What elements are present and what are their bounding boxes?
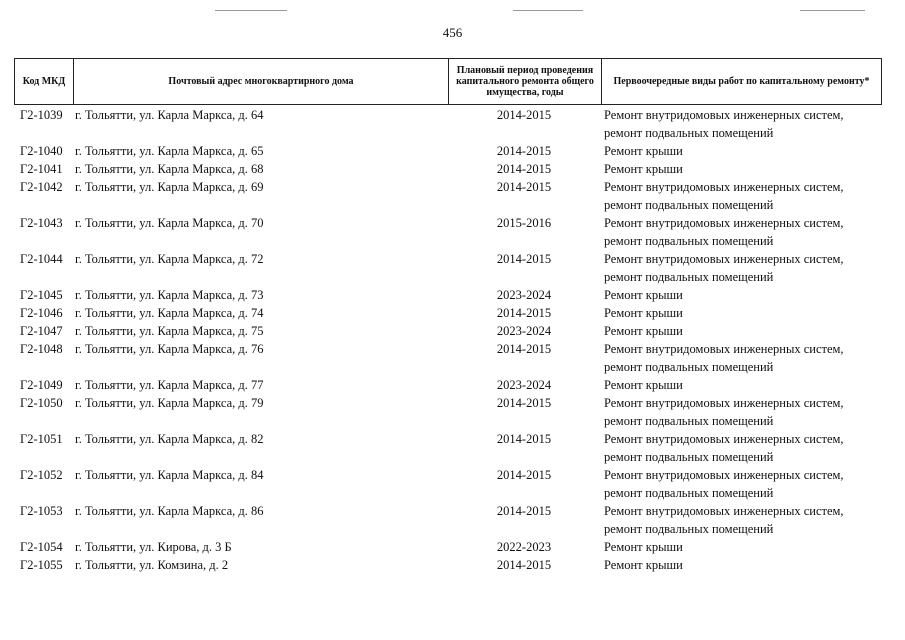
row-period: 2014-2015 xyxy=(496,558,552,572)
row-period: 2014-2015 xyxy=(496,162,552,176)
table-row xyxy=(0,394,905,430)
row-code: Г2-1051 xyxy=(20,432,63,446)
row-works-line: Ремонт внутридомовых инженерных систем, xyxy=(604,504,844,518)
row-address: г. Тольятти, ул. Кирова, д. 3 Б xyxy=(75,540,232,554)
row-works-line: Ремонт внутридомовых инженерных систем, xyxy=(604,432,844,446)
row-code: Г2-1052 xyxy=(20,468,63,482)
header-period: Плановый период проведения капитального ремонта общего имущества, годы xyxy=(448,59,601,104)
row-address: г. Тольятти, ул. Карла Маркса, д. 76 xyxy=(75,342,264,356)
table-row xyxy=(0,304,905,322)
row-code: Г2-1050 xyxy=(20,396,63,410)
row-address: г. Тольятти, ул. Карла Маркса, д. 82 xyxy=(75,432,264,446)
row-works xyxy=(604,502,844,538)
row-address: г. Тольятти, ул. Карла Маркса, д. 65 xyxy=(75,144,264,158)
row-code: Г2-1048 xyxy=(20,342,63,356)
row-works-line: Ремонт крыши xyxy=(604,378,683,392)
row-period: 2022-2023 xyxy=(496,540,552,554)
row-works-line: ремонт подвальных помещений xyxy=(604,522,774,536)
header-code: Код МКД xyxy=(14,59,73,104)
row-works xyxy=(604,160,683,178)
row-address: г. Тольятти, ул. Карла Маркса, д. 77 xyxy=(75,378,264,392)
row-works xyxy=(604,556,683,574)
row-period: 2014-2015 xyxy=(496,306,552,320)
row-works-line: Ремонт внутридомовых инженерных систем, xyxy=(604,180,844,194)
row-code: Г2-1046 xyxy=(20,306,63,320)
row-code: Г2-1045 xyxy=(20,288,63,302)
row-period: 2014-2015 xyxy=(496,432,552,446)
row-works xyxy=(604,466,844,502)
table-row xyxy=(0,376,905,394)
table-row xyxy=(0,340,905,376)
table-body xyxy=(0,106,905,574)
row-works-line: Ремонт внутридомовых инженерных систем, xyxy=(604,252,844,266)
table-row xyxy=(0,160,905,178)
row-code: Г2-1044 xyxy=(20,252,63,266)
row-works xyxy=(604,106,844,142)
row-code: Г2-1041 xyxy=(20,162,63,176)
row-period: 2014-2015 xyxy=(496,180,552,194)
row-period: 2014-2015 xyxy=(496,396,552,410)
row-address: г. Тольятти, ул. Карла Маркса, д. 70 xyxy=(75,216,264,230)
row-works-line: Ремонт крыши xyxy=(604,306,683,320)
table-row xyxy=(0,556,905,574)
row-code: Г2-1039 xyxy=(20,108,63,122)
row-code: Г2-1049 xyxy=(20,378,63,392)
row-works-line: Ремонт внутридомовых инженерных систем, xyxy=(604,108,844,122)
row-works-line: Ремонт крыши xyxy=(604,144,683,158)
table-row xyxy=(0,502,905,538)
table-row xyxy=(0,466,905,502)
row-period: 2014-2015 xyxy=(496,108,552,122)
row-works xyxy=(604,322,683,340)
table-header xyxy=(14,58,882,105)
row-works-line: Ремонт крыши xyxy=(604,324,683,338)
row-address: г. Тольятти, ул. Карла Маркса, д. 64 xyxy=(75,108,264,122)
table-row xyxy=(0,538,905,556)
table-row xyxy=(0,214,905,250)
row-works xyxy=(604,286,683,304)
row-works-line: Ремонт крыши xyxy=(604,540,683,554)
row-works xyxy=(604,214,844,250)
row-address: г. Тольятти, ул. Карла Маркса, д. 68 xyxy=(75,162,264,176)
row-period: 2023-2024 xyxy=(496,288,552,302)
row-works-line: ремонт подвальных помещений xyxy=(604,126,774,140)
row-address: г. Тольятти, ул. Карла Маркса, д. 79 xyxy=(75,396,264,410)
table-row xyxy=(0,106,905,142)
table-row xyxy=(0,178,905,214)
row-works-line: Ремонт внутридомовых инженерных систем, xyxy=(604,342,844,356)
row-code: Г2-1040 xyxy=(20,144,63,158)
row-address: г. Тольятти, ул. Карла Маркса, д. 73 xyxy=(75,288,264,302)
row-address: г. Тольятти, ул. Карла Маркса, д. 74 xyxy=(75,306,264,320)
row-works-line: ремонт подвальных помещений xyxy=(604,198,774,212)
row-code: Г2-1054 xyxy=(20,540,63,554)
row-works-line: Ремонт крыши xyxy=(604,162,683,176)
row-code: Г2-1053 xyxy=(20,504,63,518)
row-works-line: Ремонт внутридомовых инженерных систем, xyxy=(604,468,844,482)
row-period: 2014-2015 xyxy=(496,504,552,518)
row-works xyxy=(604,304,683,322)
table-row xyxy=(0,250,905,286)
row-works xyxy=(604,376,683,394)
header-works: Первоочередные виды работ по капитальному ремонту* xyxy=(601,59,882,104)
table-row xyxy=(0,430,905,466)
page-number: 456 xyxy=(442,25,463,40)
row-works-line: Ремонт внутридомовых инженерных систем, xyxy=(604,396,844,410)
row-works-line: ремонт подвальных помещений xyxy=(604,486,774,500)
row-code: Г2-1055 xyxy=(20,558,63,572)
row-period: 2014-2015 xyxy=(496,342,552,356)
row-code: Г2-1047 xyxy=(20,324,63,338)
row-address: г. Тольятти, ул. Карла Маркса, д. 69 xyxy=(75,180,264,194)
row-period: 2023-2024 xyxy=(496,378,552,392)
row-period: 2023-2024 xyxy=(496,324,552,338)
row-address: г. Тольятти, ул. Карла Маркса, д. 86 xyxy=(75,504,264,518)
row-works xyxy=(604,394,844,430)
row-works-line: ремонт подвальных помещений xyxy=(604,360,774,374)
row-period: 2014-2015 xyxy=(496,468,552,482)
row-works-line: ремонт подвальных помещений xyxy=(604,270,774,284)
row-address: г. Тольятти, ул. Карла Маркса, д. 84 xyxy=(75,468,264,482)
row-works xyxy=(604,340,844,376)
row-works xyxy=(604,142,683,160)
row-works-line: Ремонт крыши xyxy=(604,558,683,572)
row-address: г. Тольятти, ул. Карла Маркса, д. 75 xyxy=(75,324,264,338)
scan-mark-center xyxy=(513,10,583,11)
row-period: 2014-2015 xyxy=(496,144,552,158)
table-row xyxy=(0,322,905,340)
row-works-line: Ремонт крыши xyxy=(604,288,683,302)
row-code: Г2-1042 xyxy=(20,180,63,194)
table-row xyxy=(0,286,905,304)
row-works xyxy=(604,178,844,214)
row-works-line: ремонт подвальных помещений xyxy=(604,450,774,464)
row-code: Г2-1043 xyxy=(20,216,63,230)
row-works-line: ремонт подвальных помещений xyxy=(604,414,774,428)
row-works-line: ремонт подвальных помещений xyxy=(604,234,774,248)
row-period: 2015-2016 xyxy=(496,216,552,230)
row-period: 2014-2015 xyxy=(496,252,552,266)
row-works xyxy=(604,430,844,466)
row-works xyxy=(604,538,683,556)
row-address: г. Тольятти, ул. Карла Маркса, д. 72 xyxy=(75,252,264,266)
header-address: Почтовый адрес многоквартирного дома xyxy=(73,59,448,104)
scan-mark-right xyxy=(800,10,865,11)
table-row xyxy=(0,142,905,160)
row-works-line: Ремонт внутридомовых инженерных систем, xyxy=(604,216,844,230)
row-works xyxy=(604,250,844,286)
row-address: г. Тольятти, ул. Комзина, д. 2 xyxy=(75,558,229,572)
scan-mark-left xyxy=(215,10,287,11)
